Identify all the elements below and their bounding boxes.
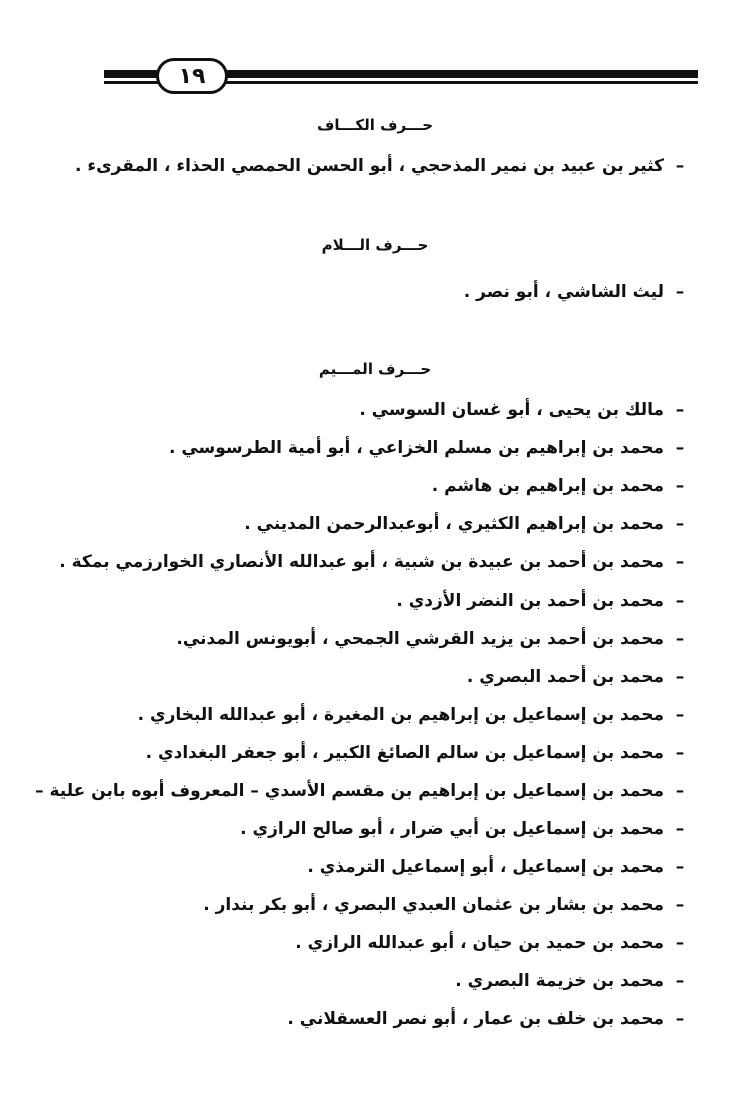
list-item: –محمد بن خزيمة البصري . bbox=[455, 971, 685, 991]
list-item: –مالك بن يحيى ، أبو غسان السوسي . bbox=[359, 400, 685, 420]
list-item: –محمد بن إسماعيل ، أبو إسماعيل الترمذي . bbox=[307, 857, 685, 877]
list-item: –محمد بن إبراهيم بن هاشم . bbox=[431, 476, 685, 496]
list-item: –ليث الشاشي ، أبو نصر . bbox=[463, 282, 685, 302]
list-item: –محمد بن إسماعيل بن سالم الصائغ الكبير ، أبو جعفر البغدادي . bbox=[145, 743, 685, 763]
section-heading-kaf: حـــرف الكـــاف bbox=[316, 116, 434, 134]
list-item: –محمد بن أحمد البصري . bbox=[466, 667, 685, 687]
list-item: –محمد بن أحمد بن عبيدة بن شبية ، أبو عبدالله الأنصاري الخوارزمي بمكة . bbox=[59, 552, 685, 572]
list-item: –محمد بن إسماعيل بن إبراهيم بن مقسم الأسدي – المعروف أبوه بابن علية – bbox=[35, 781, 685, 801]
list-item: –محمد بن إسماعيل بن إبراهيم بن المغيرة ، أبو عبدالله البخاري . bbox=[137, 705, 685, 725]
list-item: –محمد بن خلف بن عمار ، أبو نصر العسقلاني . bbox=[287, 1009, 685, 1029]
list-item: –محمد بن إبراهيم الكثيري ، أبوعبدالرحمن المديني . bbox=[244, 514, 685, 534]
section-heading-lam: حـــرف الـــلام bbox=[321, 236, 429, 254]
list-item: –كثير بن عبيد بن نمير المذحجي ، أبو الحسن الحمصي الحذاء ، المقرىء . bbox=[75, 156, 685, 176]
section-heading-meem: حـــرف المـــيم bbox=[318, 360, 432, 378]
list-item: –محمد بن حميد بن حيان ، أبو عبدالله الرازي . bbox=[295, 933, 685, 953]
list-item: –محمد بن إسماعيل بن أبي ضرار ، أبو صالح الرازي . bbox=[240, 819, 685, 839]
list-item: –محمد بن أحمد بن النضر الأزدي . bbox=[396, 591, 685, 611]
list-item: –محمد بن أحمد بن يزيد القرشي الجمحي ، أبويونس المدني. bbox=[176, 629, 685, 649]
list-item: –محمد بن بشار بن عثمان العبدي البصري ، أبو بكر بندار . bbox=[203, 895, 685, 915]
page-number: ١٩ bbox=[156, 58, 228, 94]
list-item: –محمد بن إبراهيم بن مسلم الخزاعي ، أبو أمية الطرسوسي . bbox=[168, 438, 685, 458]
